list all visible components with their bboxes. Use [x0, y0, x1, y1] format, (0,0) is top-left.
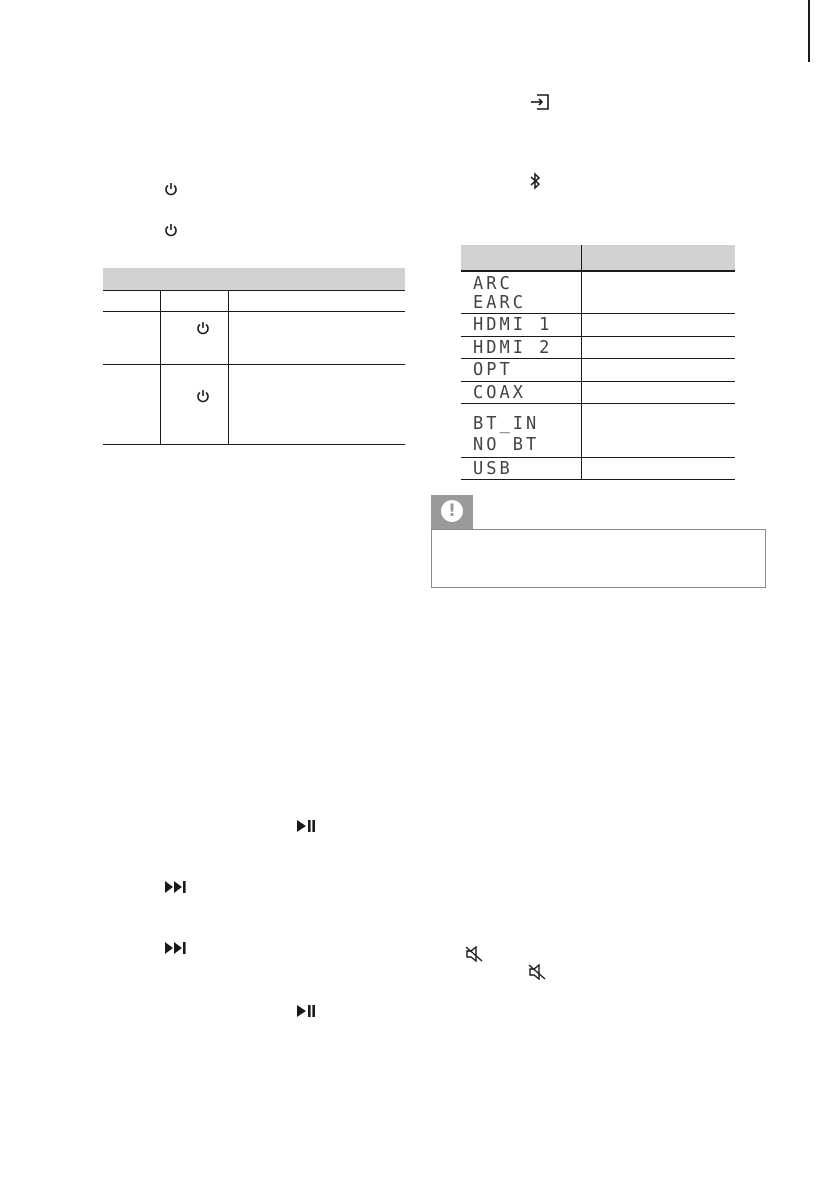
display-code: BT_IN	[473, 413, 540, 435]
table-column-divider	[581, 245, 582, 479]
right-table-header	[461, 245, 735, 270]
display-code: HDMI 1	[473, 314, 553, 336]
mute-icon	[465, 946, 483, 962]
input-source-icon	[530, 93, 550, 111]
note-tab	[431, 495, 473, 529]
mute-icon	[528, 964, 546, 980]
table-rule	[103, 311, 405, 312]
table-column-divider	[228, 290, 229, 444]
power-icon	[196, 389, 210, 404]
table-rule	[103, 290, 405, 291]
bluetooth-icon	[529, 172, 541, 190]
display-code: OPT	[473, 359, 513, 381]
display-code: EARC	[473, 292, 526, 314]
display-code: COAX	[473, 382, 526, 404]
next-track-icon	[164, 880, 188, 894]
play-pause-icon	[296, 1004, 316, 1018]
table-rule	[103, 444, 405, 445]
table-rule	[103, 364, 405, 365]
next-track-icon	[164, 941, 188, 955]
table-rule	[461, 270, 735, 272]
power-icon	[164, 223, 178, 238]
exclamation-icon: !	[441, 500, 463, 522]
display-code: ARC	[473, 273, 513, 295]
power-icon	[196, 321, 210, 336]
table-column-divider	[160, 290, 161, 444]
display-code: HDMI 2	[473, 337, 553, 359]
power-icon	[164, 182, 178, 197]
display-code: NO BT	[473, 434, 540, 456]
left-table-header	[103, 268, 405, 290]
note-box	[431, 529, 766, 588]
display-code: USB	[473, 458, 513, 480]
play-pause-icon	[296, 819, 316, 833]
page-edge-rule	[808, 0, 810, 62]
